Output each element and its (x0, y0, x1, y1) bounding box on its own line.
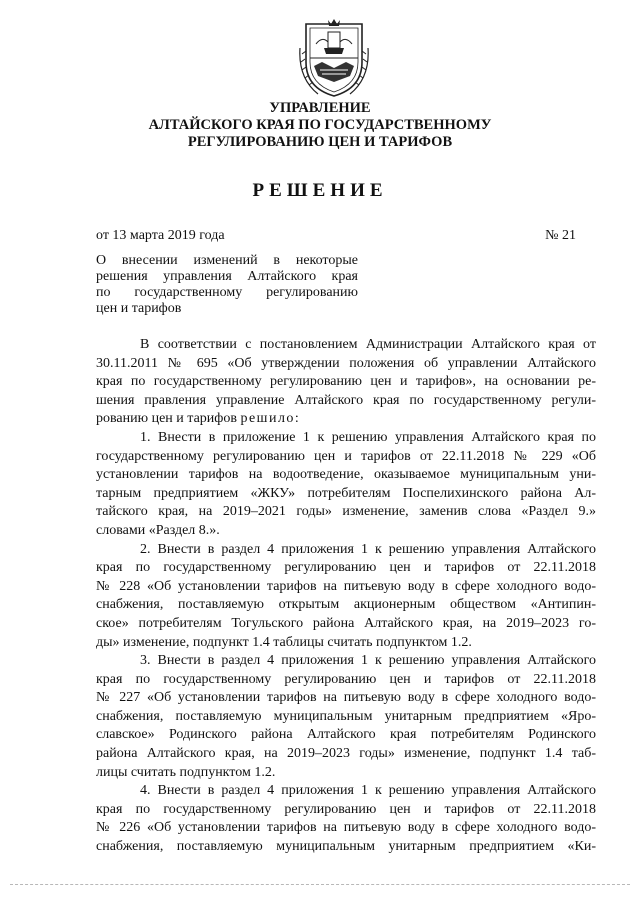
paragraph-item-4 (96, 782, 596, 856)
org-line: УПРАВЛЕНИЕ (269, 100, 371, 116)
paragraph-item-2 (96, 541, 596, 653)
text-line: славское» Родинского района Алтайского края потребителям Родинского (96, 727, 596, 743)
text-line: ды» изменение, подпункт 1.4 таблицы считать подпунктом 1.2. (96, 634, 472, 650)
text-line: В соответствии с постановлением Администрации Алтайского края от (140, 337, 596, 352)
subject-line: О внесении изменений в некоторые (96, 253, 358, 268)
text-line: 3. Внести в раздел 4 приложения 1 к решению управления Алтайского (140, 653, 596, 669)
coat-of-arms-emblem-icon (298, 18, 370, 98)
text-line: тарным предприятием «ЖКУ» потребителям Поспелихинского района Ал- (96, 485, 596, 501)
text-line: № 226 «Об установлении тарифов на питьевую воду в сфере холодного водо- (96, 820, 596, 836)
decided-word: решило: (240, 411, 301, 427)
text-fragment: рованию цен и тарифов (96, 411, 241, 427)
org-line: АЛТАЙСКОГО КРАЯ ПО ГОСУДАРСТВЕННОМУ (148, 117, 492, 133)
organization-name (0, 100, 640, 151)
text-line (96, 410, 596, 429)
paragraph-item-1 (96, 429, 596, 541)
text-line: ское» потребителям Тогульского района Алтайского края, на 2019–2023 го- (96, 615, 596, 631)
text-line: государственному регулированию цен и тарифов от 22.11.2018 № 229 «Об (96, 448, 596, 464)
text-line: района Алтайского края, на 2019–2023 годы» изменение, подпункт 1.4 таб- (96, 746, 596, 762)
document-body (96, 336, 596, 857)
text-line: тайского края, на 2019–2021 годы» изменение, заменив слова «Раздел 9.» (96, 504, 596, 520)
text-line: шения правления управление Алтайского края по государственному регули- (96, 392, 596, 408)
subject-line: решения управления Алтайского края (96, 269, 358, 284)
text-line: лицы считать подпунктом 1.2. (96, 764, 276, 780)
org-line: РЕГУЛИРОВАНИЮ ЦЕН И ТАРИФОВ (187, 134, 453, 150)
subject-line: по государственному регулированию (96, 285, 358, 300)
text-line: установлении тарифов на водоотведение, оказываемое муниципальным уни- (96, 467, 596, 483)
paragraph-item-3 (96, 652, 596, 782)
document-date: от 13 марта 2019 года (96, 228, 225, 243)
text-line: 4. Внести в раздел 4 приложения 1 к решению управления Алтайского (140, 783, 596, 799)
page-bottom-divider (10, 884, 630, 885)
text-line: края по государственному регулированию цен и тарифов от 22.11.2018 (96, 801, 596, 817)
text-line: снабжения, поставляемую открытым акционерным обществом «Антипин- (96, 597, 596, 613)
text-line: края по государственному регулированию цен и тарифов», на основании ре- (96, 374, 596, 390)
document-subject (96, 253, 358, 317)
text-line: 2. Внести в раздел 4 приложения 1 к решению управления Алтайского (140, 541, 596, 557)
paragraph-preamble (96, 336, 596, 429)
text-line: № 227 «Об установлении тарифов на питьевую воду в сфере холодного водо- (96, 690, 596, 706)
text-line: края по государственному регулированию цен и тарифов от 22.11.2018 (96, 560, 596, 576)
text-line: края по государственному регулированию цен и тарифов от 22.11.2018 (96, 671, 596, 687)
text-line: 30.11.2011 № 695 «Об утверждении положения об управлении Алтайского (96, 355, 596, 371)
text-line: № 228 «Об установлении тарифов на питьевую воду в сфере холодного водо- (96, 578, 596, 594)
subject-line: цен и тарифов (96, 301, 182, 316)
text-line: снабжения, поставляемую муниципальным унитарным предприятием «Ки- (96, 839, 596, 855)
text-line: 1. Внести в приложение 1 к решению управления Алтайского края по (140, 429, 596, 445)
text-line: снабжения, поставляемую муниципальным унитарным предприятием «Яро- (96, 708, 596, 724)
text-line: словами «Раздел 8.». (96, 522, 220, 538)
document-number: № 21 (545, 228, 576, 243)
document-type-title: РЕШЕНИЕ (252, 180, 388, 201)
